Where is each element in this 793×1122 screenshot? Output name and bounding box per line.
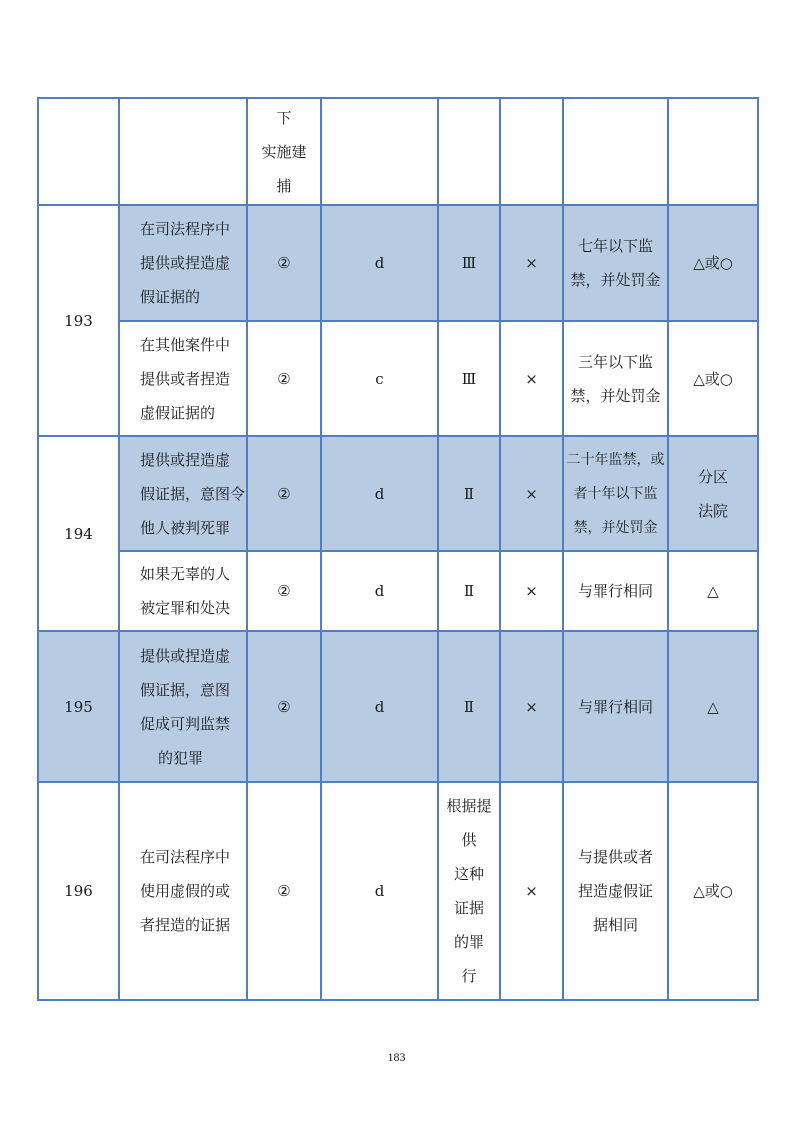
arrest-cell: 下 实施建 捕 [247, 98, 321, 205]
class-cell: d [321, 205, 438, 321]
class-cell: d [321, 551, 438, 631]
arrest-mark: ② [247, 631, 321, 782]
arrest-mark: ② [247, 205, 321, 321]
court-cell: △或○ [668, 782, 758, 1000]
continuation-row [38, 98, 758, 205]
attempt-cell: × [500, 631, 563, 782]
table-row [38, 321, 758, 436]
mode-cell: Ⅲ [438, 205, 500, 321]
attempt-cell: × [500, 321, 563, 436]
table-row [38, 631, 758, 782]
offence-description: 在司法程序中 使用虚假的或 者捏造的证据 [119, 782, 247, 1000]
section-number: 196 [38, 782, 119, 1000]
court-cell: 分区 法院 [668, 436, 758, 551]
section-number: 195 [38, 631, 119, 782]
attempt-cell: × [500, 782, 563, 1000]
court-cell: △ [668, 551, 758, 631]
penalty-cell: 与罪行相同 [563, 551, 668, 631]
offences-table [37, 97, 759, 1001]
arrest-mark: ② [247, 321, 321, 436]
mode-cell: Ⅱ [438, 436, 500, 551]
arrest-mark: ② [247, 436, 321, 551]
page-number: 183 [387, 1050, 406, 1064]
offence-description: 提供或捏造虚 假证据，意图令 他人被判死罪 [119, 436, 247, 551]
table-row [38, 205, 758, 321]
court-cell: △ [668, 631, 758, 782]
mode-cell: 根据提 供 这种 证据 的罪 行 [438, 782, 500, 1000]
description-cell [119, 98, 247, 205]
court-cell: △或○ [668, 205, 758, 321]
section-cell [38, 98, 119, 205]
mode-cell: Ⅲ [438, 321, 500, 436]
attempt-cell: × [500, 205, 563, 321]
attempt-cell: × [500, 551, 563, 631]
penalty-cell: 三年以下监 禁，并处罚金 [563, 321, 668, 436]
table-row [38, 551, 758, 631]
penalty-cell: 与提供或者 捏造虚假证 据相同 [563, 782, 668, 1000]
class-cell: d [321, 631, 438, 782]
penalty-cell: 七年以下监 禁，并处罚金 [563, 205, 668, 321]
section-number: 194 [38, 436, 119, 631]
class-cell: c [321, 321, 438, 436]
mode-cell: Ⅱ [438, 631, 500, 782]
offence-description: 在司法程序中 提供或捏造虚 假证据的 [119, 205, 247, 321]
arrest-mark: ② [247, 551, 321, 631]
penalty-cell: 与罪行相同 [563, 631, 668, 782]
mode-cell: Ⅱ [438, 551, 500, 631]
offence-description: 如果无辜的人 被定罪和处决 [119, 551, 247, 631]
class-cell: d [321, 436, 438, 551]
table-row [38, 436, 758, 551]
section-number: 193 [38, 205, 119, 436]
class-cell: d [321, 782, 438, 1000]
offence-description: 提供或捏造虚 假证据，意图 促成可判监禁 的犯罪 [119, 631, 247, 782]
penalty-cell: 二十年监禁，或 者十年以下监 禁，并处罚金 [563, 436, 668, 551]
attempt-cell: × [500, 436, 563, 551]
arrest-mark: ② [247, 782, 321, 1000]
offence-description: 在其他案件中 提供或者捏造 虚假证据的 [119, 321, 247, 436]
table-row [38, 782, 758, 1000]
court-cell: △或○ [668, 321, 758, 436]
